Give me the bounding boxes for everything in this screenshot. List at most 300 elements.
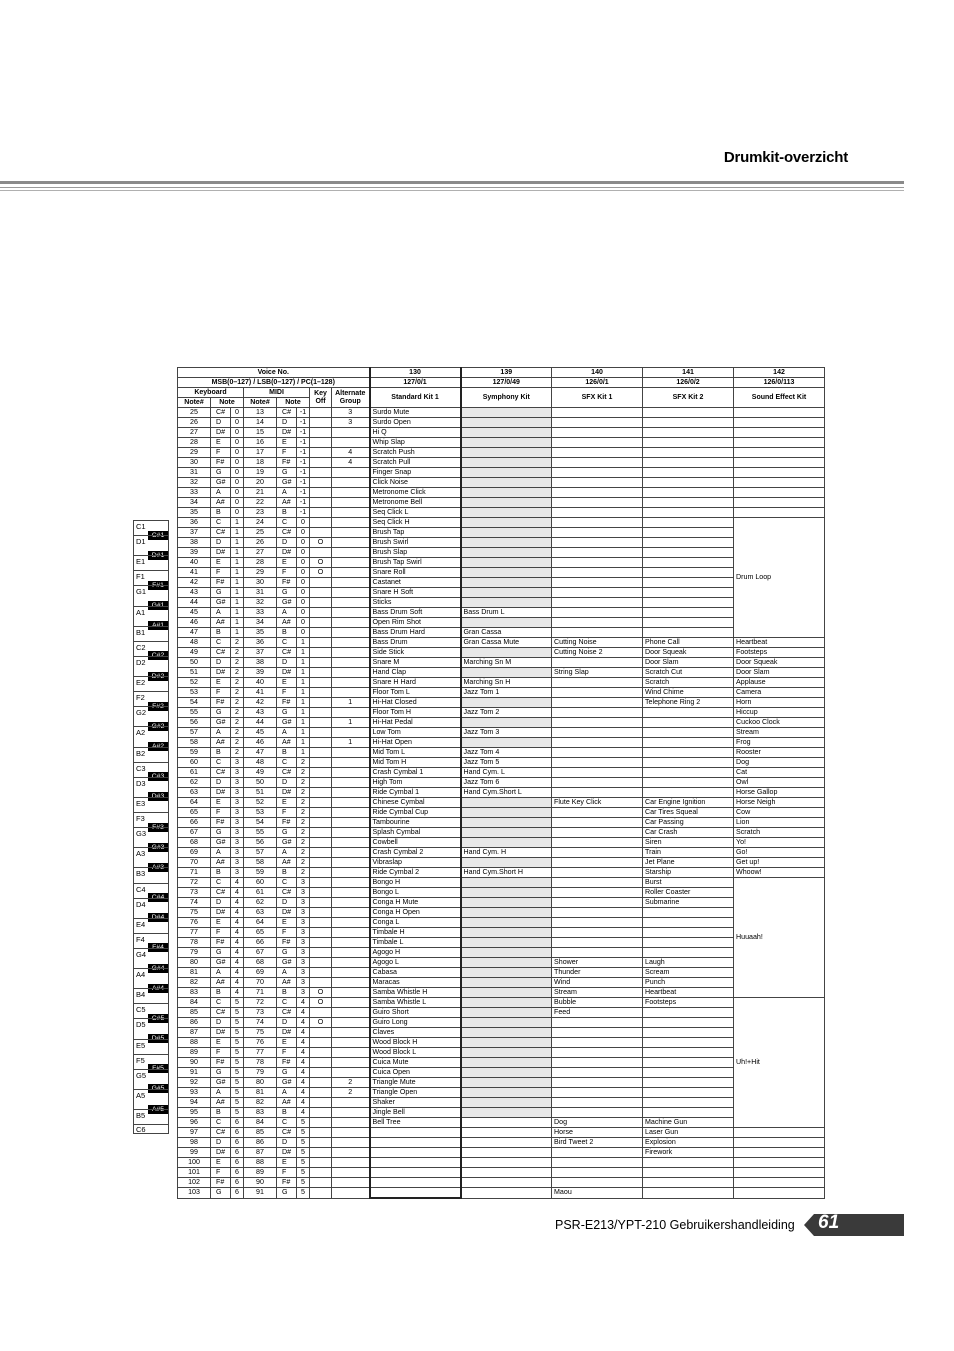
kb-octave-cell: 5 <box>231 1058 244 1068</box>
key-off-cell <box>310 668 332 678</box>
sfx-kit-2-cell <box>643 1088 734 1098</box>
symphony-kit-cell <box>461 918 552 928</box>
sound-effect-kit-cell: Stream <box>734 728 825 738</box>
kb-note-num-cell: 43 <box>178 588 211 598</box>
key-off-cell <box>310 578 332 588</box>
midi-note-num-cell: 86 <box>244 1138 277 1148</box>
standard-kit-1-cell: Bongo H <box>370 878 461 888</box>
midi-note-num-cell: 43 <box>244 708 277 718</box>
key-off-cell <box>310 778 332 788</box>
sound-effect-kit-cell <box>734 448 825 458</box>
key-off-header: Key Off <box>310 388 332 408</box>
alt-group-cell <box>332 528 370 538</box>
midi-octave-cell: 5 <box>297 1178 310 1188</box>
midi-note-num-cell: 34 <box>244 618 277 628</box>
kb-note-num-cell: 98 <box>178 1138 211 1148</box>
kb-octave-cell: 1 <box>231 588 244 598</box>
kb-note-num-cell: 36 <box>178 518 211 528</box>
kb-note-num-cell: 33 <box>178 488 211 498</box>
kb-note-cell: E <box>211 1158 231 1168</box>
page-number-tab-notch <box>804 1214 814 1236</box>
kb-note-cell: D <box>211 898 231 908</box>
midi-note-cell: F# <box>277 578 297 588</box>
midi-note-cell: F# <box>277 818 297 828</box>
midi-note-cell: C# <box>277 1008 297 1018</box>
alt-group-cell: 4 <box>332 458 370 468</box>
keyboard-white-key: G4 <box>133 948 169 968</box>
table-row <box>178 1138 825 1148</box>
sfx-kit-1-cell <box>552 578 643 588</box>
standard-kit-1-cell: Whip Slap <box>370 438 461 448</box>
sound-effect-kit-cell <box>734 408 825 418</box>
table-row <box>178 508 825 518</box>
sfx-kit-2-cell <box>643 518 734 528</box>
symphony-kit-cell <box>461 1128 552 1138</box>
alt-group-cell: 1 <box>332 738 370 748</box>
standard-kit-1-cell: Click Noise <box>370 478 461 488</box>
symphony-kit-cell <box>461 998 552 1008</box>
midi-note-num-cell: 20 <box>244 478 277 488</box>
kb-note-num-cell: 82 <box>178 978 211 988</box>
symphony-kit-cell: Gran Cassa <box>461 628 552 638</box>
midi-note-num-cell: 82 <box>244 1098 277 1108</box>
sfx-kit-1-cell: Wind <box>552 978 643 988</box>
midi-octave-cell: 2 <box>297 768 310 778</box>
midi-note-num-cell: 24 <box>244 518 277 528</box>
kb-note-cell: G <box>211 468 231 478</box>
sfx-kit-2-cell: Laugh <box>643 958 734 968</box>
keyboard-white-key: D3 <box>133 777 169 797</box>
alt-group-cell <box>332 508 370 518</box>
midi-note-cell: F <box>277 928 297 938</box>
midi-note-num-cell: 62 <box>244 898 277 908</box>
sfx-kit-2-cell <box>643 1008 734 1018</box>
midi-octave-cell: -1 <box>297 408 310 418</box>
sfx-kit-2-cell <box>643 458 734 468</box>
key-off-cell <box>310 728 332 738</box>
keyboard-white-key: A3 <box>133 847 169 867</box>
midi-note-cell: F <box>277 1048 297 1058</box>
key-off-cell <box>310 498 332 508</box>
midi-note-num-cell: 15 <box>244 428 277 438</box>
kb-octave-cell: 5 <box>231 1068 244 1078</box>
sfx-kit-1-cell <box>552 468 643 478</box>
kb-octave-cell: 0 <box>231 488 244 498</box>
midi-note-num-cell: 40 <box>244 678 277 688</box>
keyboard-white-key: E1 <box>133 555 169 570</box>
alt-group-cell: 2 <box>332 1078 370 1088</box>
key-off-cell <box>310 898 332 908</box>
sound-effect-kit-cell: Yo! <box>734 838 825 848</box>
sound-effect-kit-cell <box>734 1168 825 1178</box>
symphony-kit-cell <box>461 1028 552 1038</box>
midi-octave-cell: 0 <box>297 578 310 588</box>
midi-octave-cell: 3 <box>297 968 310 978</box>
kb-octave-cell: 2 <box>231 648 244 658</box>
key-off-cell <box>310 408 332 418</box>
sfx-kit-2-cell <box>643 768 734 778</box>
sfx-kit-2-cell <box>643 448 734 458</box>
symphony-kit-cell: Hand Cym. L <box>461 768 552 778</box>
sfx-kit-1-cell <box>552 928 643 938</box>
midi-note-cell: C# <box>277 768 297 778</box>
midi-note-num-cell: 25 <box>244 528 277 538</box>
sfx-kit-2-cell: Siren <box>643 838 734 848</box>
midi-octave-cell: 0 <box>297 518 310 528</box>
sound-effect-kit-cell <box>734 478 825 488</box>
sfx-kit-1-cell <box>552 618 643 628</box>
alt-group-cell <box>332 898 370 908</box>
keyboard-white-key: A2 <box>133 726 169 746</box>
standard-kit-1-cell <box>370 1158 461 1168</box>
sfx-kit-2-cell: Scream <box>643 968 734 978</box>
kb-note-cell: B <box>211 508 231 518</box>
kb-note-cell: A <box>211 608 231 618</box>
symphony-kit-cell: Jazz Tom 6 <box>461 778 552 788</box>
table-row <box>178 448 825 458</box>
midi-note-cell: A# <box>277 618 297 628</box>
keyboard-white-key: F2 <box>133 691 169 706</box>
symphony-kit-cell <box>461 1048 552 1058</box>
sfx-kit-2-cell: Wind Chime <box>643 688 734 698</box>
voice-no-header: Voice No. <box>178 368 370 378</box>
midi-note-num-cell: 85 <box>244 1128 277 1138</box>
midi-octave-cell: 0 <box>297 628 310 638</box>
table-row <box>178 658 825 668</box>
kb-note-num-cell: 100 <box>178 1158 211 1168</box>
kb-octave-cell: 6 <box>231 1118 244 1128</box>
midi-note-cell: C <box>277 1118 297 1128</box>
table-row <box>178 548 825 558</box>
midi-octave-cell: 4 <box>297 998 310 1008</box>
midi-octave-cell: 4 <box>297 1088 310 1098</box>
kit-bank-5: 126/0/113 <box>734 378 825 388</box>
symphony-kit-cell: Hand Cym.Short H <box>461 868 552 878</box>
kb-octave-cell: 2 <box>231 718 244 728</box>
sfx-kit-1-cell <box>552 808 643 818</box>
keyboard-white-key: B4 <box>133 988 169 1003</box>
kb-octave-cell: 2 <box>231 748 244 758</box>
alt-group-cell <box>332 488 370 498</box>
sfx-kit-2-cell <box>643 1108 734 1118</box>
kb-octave-cell: 3 <box>231 818 244 828</box>
kb-note-num-cell: 41 <box>178 568 211 578</box>
kb-octave-cell: 4 <box>231 928 244 938</box>
alt-group-cell: 2 <box>332 1088 370 1098</box>
alt-group-cell <box>332 1168 370 1178</box>
alt-group-cell: 4 <box>332 448 370 458</box>
midi-note-cell: E <box>277 558 297 568</box>
midi-note-cell: C# <box>277 528 297 538</box>
kb-note-num-cell: 102 <box>178 1178 211 1188</box>
midi-note-num-cell: 75 <box>244 1028 277 1038</box>
table-row <box>178 898 825 908</box>
keyboard-black-key: G#4 <box>148 964 168 973</box>
table-row <box>178 858 825 868</box>
kb-octave-cell: 1 <box>231 528 244 538</box>
kb-octave-cell: 0 <box>231 508 244 518</box>
keyboard-white-key: C1 <box>133 520 169 535</box>
kb-octave-cell: 2 <box>231 678 244 688</box>
keyboard-black-key: F#5 <box>148 1064 168 1073</box>
sfx-kit-2-cell: Burst <box>643 878 734 888</box>
standard-kit-1-cell: Bass Drum Hard <box>370 628 461 638</box>
table-row <box>178 738 825 748</box>
sfx-kit-2-cell <box>643 748 734 758</box>
midi-note-cell: D# <box>277 788 297 798</box>
standard-kit-1-cell: Ride Cymbal Cup <box>370 808 461 818</box>
midi-octave-cell: 1 <box>297 658 310 668</box>
alt-group-cell <box>332 618 370 628</box>
sfx-kit-1-cell <box>552 818 643 828</box>
kb-note-cell: G# <box>211 1078 231 1088</box>
table-row <box>178 628 825 638</box>
sfx-kit-1-cell <box>552 1038 643 1048</box>
page-number: 61 <box>818 1212 840 1233</box>
key-off-cell <box>310 848 332 858</box>
kb-octave-cell: 6 <box>231 1128 244 1138</box>
keyboard-header: Keyboard <box>178 388 244 398</box>
sfx-kit-1-cell <box>552 1098 643 1108</box>
kb-note-num-cell: 39 <box>178 548 211 558</box>
midi-octave-cell: -1 <box>297 448 310 458</box>
alt-group-cell <box>332 878 370 888</box>
midi-note-cell: A <box>277 968 297 978</box>
key-off-cell <box>310 1068 332 1078</box>
keyboard-white-key: E2 <box>133 676 169 691</box>
midi-note-num-cell: 17 <box>244 448 277 458</box>
sfx-kit-1-cell <box>552 938 643 948</box>
symphony-kit-cell: Bass Drum L <box>461 608 552 618</box>
midi-octave-cell: 1 <box>297 648 310 658</box>
midi-note-num-cell: 58 <box>244 858 277 868</box>
sfx-kit-2-cell <box>643 608 734 618</box>
standard-kit-1-cell: Triangle Mute <box>370 1078 461 1088</box>
kb-note-num-cell: 97 <box>178 1128 211 1138</box>
kb-octave-cell: 4 <box>231 978 244 988</box>
midi-octave-cell: 3 <box>297 918 310 928</box>
keyboard-white-key: G3 <box>133 827 169 847</box>
kb-note-num-cell: 48 <box>178 638 211 648</box>
standard-kit-1-cell <box>370 1178 461 1188</box>
midi-octave-cell: 3 <box>297 958 310 968</box>
keyboard-diagram <box>133 0 171 1351</box>
key-off-cell <box>310 428 332 438</box>
key-off-cell <box>310 858 332 868</box>
table-row <box>178 928 825 938</box>
table-row <box>178 538 825 548</box>
alt-group-cell <box>332 648 370 658</box>
sfx-kit-1-cell: Flute Key Click <box>552 798 643 808</box>
sound-effect-kit-cell <box>734 1188 825 1199</box>
kb-note-cell: G# <box>211 958 231 968</box>
kb-octave-cell: 0 <box>231 498 244 508</box>
standard-kit-1-cell: Hi-Hat Pedal <box>370 718 461 728</box>
sfx-kit-1-cell <box>552 408 643 418</box>
kb-note-cell: D# <box>211 1028 231 1038</box>
standard-kit-1-cell: Guiro Long <box>370 1018 461 1028</box>
alt-group-cell <box>332 828 370 838</box>
symphony-kit-cell <box>461 1188 552 1199</box>
midi-note-num-cell: 21 <box>244 488 277 498</box>
standard-kit-1-cell: Claves <box>370 1028 461 1038</box>
alt-group-cell <box>332 518 370 528</box>
key-off-cell <box>310 1108 332 1118</box>
midi-note-cell: C <box>277 878 297 888</box>
kb-note-cell: F <box>211 1048 231 1058</box>
sfx-kit-1-cell <box>552 838 643 848</box>
kit-no-3: 140 <box>552 368 643 378</box>
midi-octave-cell: 0 <box>297 558 310 568</box>
standard-kit-1-cell: Bell Tree <box>370 1118 461 1128</box>
standard-kit-1-cell: Snare H Hard <box>370 678 461 688</box>
symphony-kit-cell <box>461 798 552 808</box>
sfx-kit-1-cell <box>552 878 643 888</box>
symphony-kit-cell <box>461 888 552 898</box>
midi-note-cell: A# <box>277 858 297 868</box>
keyboard-black-key: A#4 <box>148 984 168 993</box>
sfx-kit-1-cell <box>552 728 643 738</box>
midi-note-cell: G <box>277 468 297 478</box>
midi-note-num-cell: 59 <box>244 868 277 878</box>
sfx-kit-2-cell: Scratch Cut <box>643 668 734 678</box>
symphony-kit-cell <box>461 818 552 828</box>
midi-note-cell: A# <box>277 738 297 748</box>
table-row <box>178 638 825 648</box>
key-off-cell <box>310 608 332 618</box>
kb-note-num-cell: 84 <box>178 998 211 1008</box>
sfx-kit-2-cell <box>643 1038 734 1048</box>
keyboard-black-key: F#2 <box>148 702 168 711</box>
sfx-kit-1-cell <box>552 488 643 498</box>
table-row <box>178 958 825 968</box>
keyboard-black-key: G#2 <box>148 722 168 731</box>
symphony-kit-cell <box>461 828 552 838</box>
midi-note-num-cell: 73 <box>244 1008 277 1018</box>
keyboard-white-key: E5 <box>133 1039 169 1054</box>
kb-note-cell: F <box>211 448 231 458</box>
sfx-kit-1-cell <box>552 548 643 558</box>
midi-note-num-cell: 72 <box>244 998 277 1008</box>
kb-note-cell: A <box>211 1088 231 1098</box>
sfx-kit-2-cell <box>643 498 734 508</box>
midi-note-num-cell: 26 <box>244 538 277 548</box>
symphony-kit-cell <box>461 1018 552 1028</box>
alt-group-cell <box>332 928 370 938</box>
midi-note-num-header: Note# <box>244 398 277 408</box>
sfx-kit-2-cell <box>643 708 734 718</box>
table-row <box>178 798 825 808</box>
key-off-cell <box>310 1168 332 1178</box>
kb-note-cell: D <box>211 658 231 668</box>
midi-note-cell: C# <box>277 408 297 418</box>
midi-note-num-cell: 52 <box>244 798 277 808</box>
kb-note-cell: A <box>211 488 231 498</box>
kit-name-4: SFX Kit 2 <box>643 388 734 408</box>
symphony-kit-cell <box>461 588 552 598</box>
kb-note-num-cell: 47 <box>178 628 211 638</box>
kb-note-cell: G <box>211 1188 231 1199</box>
key-off-cell <box>310 888 332 898</box>
sound-effect-kit-cell <box>734 428 825 438</box>
keyboard-white-key: C4 <box>133 883 169 898</box>
sfx-kit-1-cell <box>552 738 643 748</box>
table-row <box>178 438 825 448</box>
keyboard-white-key: F4 <box>133 933 169 948</box>
sound-effect-kit-cell <box>734 458 825 468</box>
table-row <box>178 1118 825 1128</box>
sfx-kit-2-cell: Punch <box>643 978 734 988</box>
key-off-cell <box>310 978 332 988</box>
midi-note-cell: B <box>277 628 297 638</box>
standard-kit-1-cell: Conga H Open <box>370 908 461 918</box>
midi-note-cell: D# <box>277 548 297 558</box>
sound-effect-kit-cell <box>734 468 825 478</box>
sfx-kit-2-cell <box>643 568 734 578</box>
alt-group-cell <box>332 478 370 488</box>
kb-note-cell: B <box>211 628 231 638</box>
kb-octave-cell: 2 <box>231 638 244 648</box>
midi-octave-cell: 1 <box>297 678 310 688</box>
midi-octave-cell: 1 <box>297 728 310 738</box>
alt-group-cell <box>332 608 370 618</box>
key-off-cell <box>310 1058 332 1068</box>
midi-note-num-cell: 91 <box>244 1188 277 1199</box>
midi-octave-cell: 4 <box>297 1048 310 1058</box>
midi-octave-cell: 5 <box>297 1118 310 1128</box>
sfx-kit-2-cell <box>643 908 734 918</box>
standard-kit-1-cell: Castanet <box>370 578 461 588</box>
midi-note-num-cell: 84 <box>244 1118 277 1128</box>
kit-bank-3: 126/0/1 <box>552 378 643 388</box>
midi-note-num-cell: 47 <box>244 748 277 758</box>
kb-note-cell: D# <box>211 668 231 678</box>
sfx-kit-1-cell <box>552 1018 643 1028</box>
sfx-kit-2-cell: Car Tires Squeal <box>643 808 734 818</box>
midi-note-num-cell: 19 <box>244 468 277 478</box>
midi-octave-cell: 2 <box>297 818 310 828</box>
key-off-cell <box>310 738 332 748</box>
kit-bank-4: 126/0/2 <box>643 378 734 388</box>
midi-note-cell: G <box>277 588 297 598</box>
kb-octave-cell: 3 <box>231 788 244 798</box>
sfx-kit-2-cell <box>643 548 734 558</box>
kb-note-num-cell: 27 <box>178 428 211 438</box>
sound-effect-kit-cell: Huuaah! <box>734 878 825 998</box>
key-off-cell <box>310 1028 332 1038</box>
kit-name-2: Symphony Kit <box>461 388 552 408</box>
midi-note-num-cell: 61 <box>244 888 277 898</box>
midi-octave-cell: 5 <box>297 1138 310 1148</box>
sfx-kit-1-cell <box>552 448 643 458</box>
kb-note-cell: C <box>211 758 231 768</box>
standard-kit-1-cell: Conga L <box>370 918 461 928</box>
sfx-kit-1-cell: Horse <box>552 1128 643 1138</box>
kb-octave-cell: 4 <box>231 888 244 898</box>
symphony-kit-cell <box>461 428 552 438</box>
kb-note-num-cell: 51 <box>178 668 211 678</box>
table-row <box>178 428 825 438</box>
sfx-kit-2-cell: Jet Plane <box>643 858 734 868</box>
table-row <box>178 1078 825 1088</box>
symphony-kit-cell <box>461 718 552 728</box>
midi-octave-cell: -1 <box>297 508 310 518</box>
alt-group-cell <box>332 1018 370 1028</box>
kb-octave-cell: 6 <box>231 1178 244 1188</box>
sfx-kit-2-cell <box>643 728 734 738</box>
midi-octave-cell: 0 <box>297 598 310 608</box>
kb-note-cell: C# <box>211 1008 231 1018</box>
